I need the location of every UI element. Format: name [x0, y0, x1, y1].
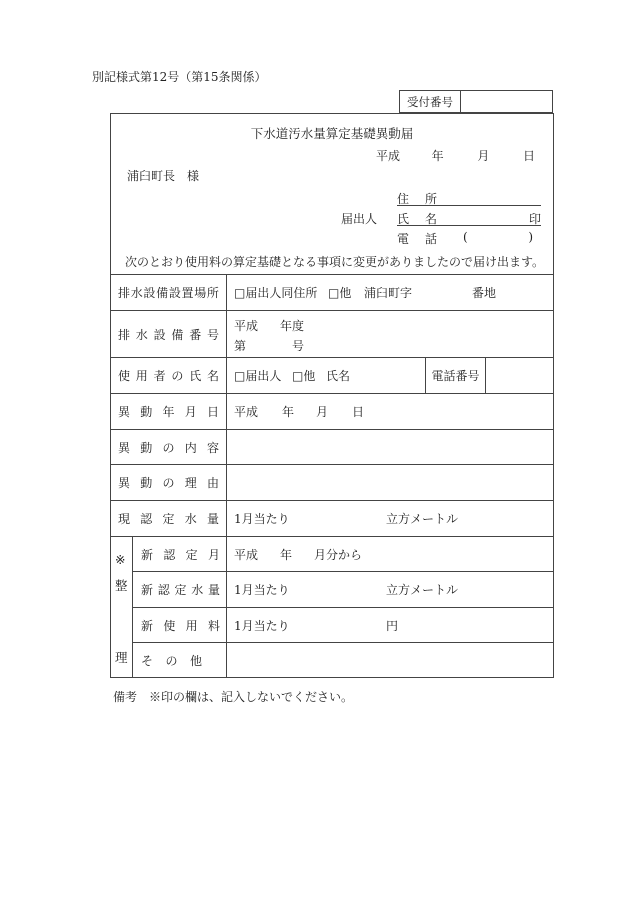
banchi-label: 番地 [472, 286, 497, 300]
office-mark: ※ [115, 552, 126, 567]
number-field[interactable] [228, 311, 553, 357]
phone-label-1: 電 [397, 232, 410, 246]
name-underline [397, 225, 541, 226]
new-fee-field[interactable] [228, 608, 553, 642]
new-volume-label: 新 認 定 水 量 [133, 572, 227, 607]
change-date-month: 月 [316, 405, 329, 419]
notice-text: 次のとおり使用料の算定基礎となる事項に変更がありましたので届け出ます。 [125, 255, 545, 269]
table-row-change-date [111, 393, 553, 429]
table-row-current-volume [111, 500, 553, 536]
change-reason-field[interactable] [228, 465, 553, 500]
change-date-field[interactable] [228, 394, 553, 429]
submitter-role: 届出人 [341, 212, 378, 226]
submission-date[interactable] [376, 147, 535, 164]
new-volume-field[interactable] [228, 572, 553, 607]
date-month: 月 [477, 149, 490, 163]
table-row-number [111, 310, 553, 357]
user-same-checkbox[interactable]: □届出人 [234, 369, 282, 383]
receipt-label: 受付番号 [400, 91, 461, 112]
new-fee-unit: 円 [386, 618, 399, 633]
address-label-2: 所 [424, 192, 437, 206]
table-row-location [111, 274, 553, 310]
new-volume-per: 1月当たり [234, 583, 290, 597]
new-month-year: 年 [280, 547, 293, 562]
table-row-new-volume [133, 571, 553, 607]
form-title: 下水道汚水量算定基礎異動届 [250, 126, 414, 141]
number-label: 排 水 設 備 番 号 [111, 311, 227, 357]
current-volume-per: 1月当たり [234, 512, 290, 526]
office-char-sei: 整 [115, 578, 128, 593]
table-row-new-month [111, 536, 553, 571]
address-label-1: 住 [397, 192, 410, 206]
change-date-day: 日 [352, 405, 365, 419]
office-char-ri: 理 [115, 650, 128, 665]
table-row-other [133, 642, 553, 677]
paren-close: ) [528, 230, 533, 244]
user-phone-label: 電話番号 [425, 358, 486, 393]
notification-form [110, 113, 554, 678]
user-other-checkbox[interactable]: □他 [292, 369, 316, 383]
receipt-box [399, 90, 553, 113]
change-date-year: 年 [282, 405, 295, 419]
new-month-field[interactable] [228, 537, 553, 571]
change-content-field[interactable] [228, 430, 553, 464]
other-address-checkbox[interactable]: □他 [328, 286, 352, 300]
form-header [111, 114, 553, 274]
location-label: 排 水 設 備 設 置 場 所 [111, 275, 227, 310]
submitter-block [341, 188, 541, 248]
number-go: 号 [292, 339, 305, 353]
date-year: 年 [431, 149, 444, 163]
form-id: 別記様式第12号（第15条関係） [92, 70, 267, 84]
other-field[interactable] [228, 643, 553, 677]
phone-label-2: 話 [424, 232, 437, 246]
number-era: 平成 [234, 319, 259, 333]
paren-open: ( [463, 230, 468, 244]
name-row[interactable] [341, 208, 541, 228]
user-field[interactable] [228, 358, 553, 393]
name-label-1: 氏 [397, 212, 410, 226]
new-month-from: 月分から [314, 547, 363, 562]
address-row[interactable] [341, 188, 541, 208]
same-address-checkbox[interactable]: □届出人同住所 [234, 286, 318, 300]
address-underline [397, 205, 541, 206]
new-month-label: 新 認 定 月 [133, 537, 227, 571]
current-volume-field[interactable] [228, 501, 553, 536]
new-month-era: 平成 [234, 547, 259, 562]
change-reason-label: 異 動 の 理 由 [111, 465, 227, 500]
change-date-label: 異 動 年 月 日 [111, 394, 227, 429]
date-day: 日 [522, 149, 535, 163]
number-dai: 第 [234, 339, 247, 353]
table-row-change-content [111, 429, 553, 464]
addressee: 浦臼町長 様 [127, 169, 200, 183]
user-name-label: 氏名 [326, 369, 351, 383]
location-field[interactable] [228, 275, 553, 310]
new-volume-unit: 立方メートル [386, 583, 459, 597]
remark-text: 備考 ※印の欄は、記入しないでください。 [113, 690, 354, 704]
table-row-user [111, 357, 553, 393]
change-content-label: 異 動 の 内 容 [111, 430, 227, 464]
new-fee-per: 1月当たり [234, 618, 290, 633]
date-era: 平成 [375, 149, 400, 163]
name-label-2: 名 [424, 212, 437, 226]
current-volume-unit: 立方メートル [386, 512, 459, 526]
seal-mark: 印 [528, 212, 541, 226]
current-volume-label: 現 認 定 水 量 [111, 501, 227, 536]
receipt-number-field[interactable] [461, 91, 552, 112]
other-label: そ の 他 [133, 643, 227, 677]
town-label: 浦臼町字 [364, 286, 413, 300]
change-date-era: 平成 [234, 405, 259, 419]
phone-row[interactable] [341, 228, 541, 248]
user-label: 使 用 者 の 氏 名 [111, 358, 227, 393]
table-row-change-reason [111, 464, 553, 500]
number-nendo: 年度 [280, 319, 305, 333]
new-fee-label: 新 使 用 料 [133, 608, 227, 642]
table-row-new-fee [133, 607, 553, 642]
